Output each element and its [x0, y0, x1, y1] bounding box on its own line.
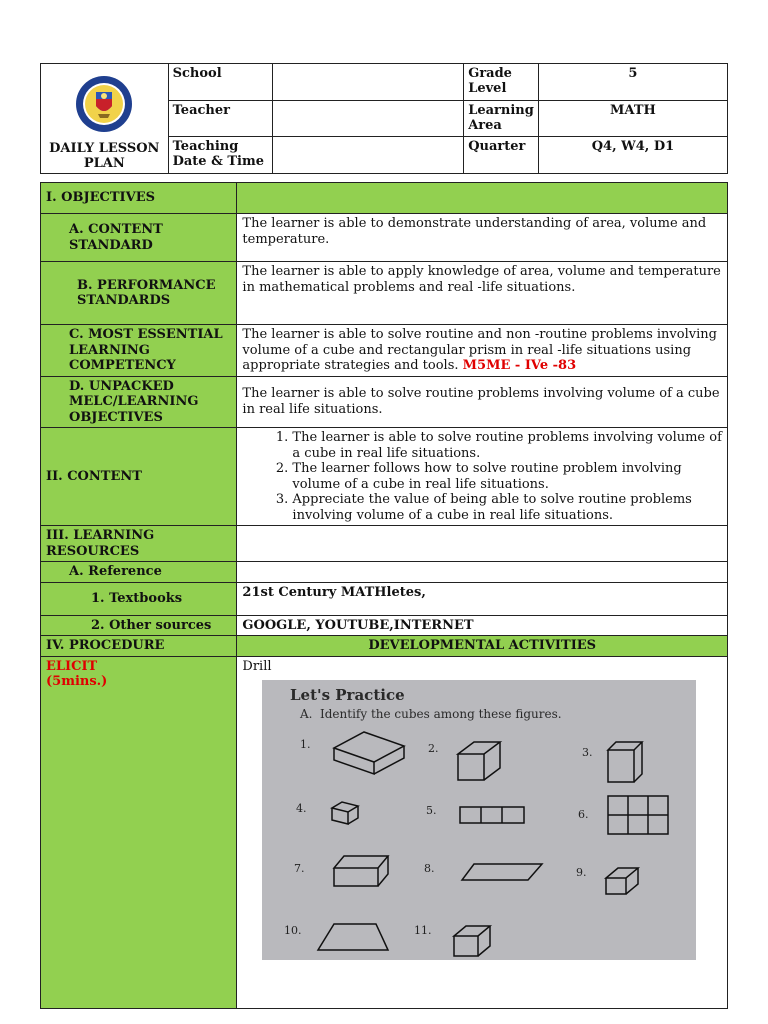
- worksheet-instruction: Identify the cubes among these figures.: [320, 707, 562, 721]
- content-label: II. CONTENT: [41, 428, 237, 526]
- procedure-label: IV. PROCEDURE: [41, 636, 237, 657]
- learning-area-label: Learning Area: [464, 100, 539, 137]
- figure-number: 1.: [300, 738, 311, 751]
- figure-number: 7.: [294, 862, 305, 875]
- drill-label: Drill: [242, 658, 272, 674]
- figure-number: 4.: [296, 802, 307, 815]
- reference-label: A. Reference: [41, 562, 237, 583]
- elicit-label: ELICIT: [46, 658, 98, 674]
- figure-number: 2.: [428, 742, 439, 755]
- unpacked-melc-text: The learner is able to solve routine problems involving volume of a cube in real life situations.: [237, 376, 728, 428]
- content-item: 2. The learner follows how to solve routine problem involving volume of a cube in real life situations.: [292, 461, 722, 492]
- figure-trapezoid: [318, 924, 388, 950]
- learning-resources-blank: [237, 526, 728, 562]
- textbooks-label: 1. Textbooks: [41, 582, 237, 615]
- quarter-label: Quarter: [464, 137, 539, 174]
- learning-resources-label: III. LEARNING RESOURCES: [41, 526, 237, 562]
- worksheet-figures: [262, 680, 696, 960]
- worksheet-letter: A.: [300, 707, 313, 721]
- figure-number: 3.: [582, 746, 593, 759]
- grade-value: 5: [538, 64, 727, 101]
- figure-number: 9.: [576, 866, 587, 879]
- header-table: [40, 63, 728, 174]
- figure-grid: [608, 796, 668, 834]
- objectives-heading: I. OBJECTIVES: [41, 183, 237, 214]
- lesson-plan-table: [40, 182, 728, 1009]
- teacher-label: Teacher: [168, 100, 273, 137]
- melc-description: The learner is able to solve routine and non -routine problems involving volume of a cube and rectangular prism in real -life situations using appropriate strategies and tools.: [242, 327, 717, 373]
- other-sources-value: GOOGLE, YOUTUBE,INTERNET: [237, 615, 728, 636]
- content-objectives: [237, 428, 728, 526]
- figure-number: 5.: [426, 804, 437, 817]
- reference-blank: [237, 562, 728, 583]
- figure-squares-row: [460, 807, 524, 823]
- figure-rectangular-prism: [334, 732, 404, 774]
- unpacked-melc-label: D. UNPACKED MELC/LEARNING OBJECTIVES: [41, 376, 237, 428]
- figure-number: 8.: [424, 862, 435, 875]
- melc-text: [237, 325, 728, 377]
- figure-number: 6.: [578, 808, 589, 821]
- textbooks-value: 21st Century MATHletes,: [237, 582, 728, 615]
- figure-number: 10.: [284, 924, 302, 937]
- elicit-activity-cell: [237, 656, 728, 1008]
- content-item: 1. The learner is able to solve routine problems involving volume of a cube in real life situations.: [292, 430, 722, 461]
- content-standard-text: The learner is able to demonstrate understanding of area, volume and temperature.: [237, 214, 728, 262]
- figure-cube: [606, 868, 638, 894]
- figure-cube: [332, 802, 358, 824]
- elicit-time: (5mins.): [46, 674, 108, 689]
- page-title: DAILY LESSON PLAN: [49, 141, 160, 171]
- school-value: [273, 64, 464, 101]
- figure-cube: [458, 742, 500, 780]
- teacher-value: [273, 100, 464, 137]
- learning-area-value: MATH: [538, 100, 727, 137]
- date-time-value: [273, 137, 464, 174]
- developmental-activities-heading: DEVELOPMENTAL ACTIVITIES: [237, 636, 728, 657]
- figure-flat-prism: [334, 856, 388, 886]
- quarter-value: Q4, W4, D1: [538, 137, 727, 174]
- worksheet-photo: [262, 680, 696, 960]
- other-sources-label: 2. Other sources: [41, 615, 237, 636]
- melc-code: M5ME - IVe -83: [462, 358, 577, 373]
- figure-parallelogram: [462, 864, 542, 880]
- content-item: 3. Appreciate the value of being able to solve routine problems involving volume of a cube in real life situations.: [292, 492, 722, 523]
- logo-cell: [41, 64, 169, 174]
- date-time-label: Teaching Date & Time: [168, 137, 273, 174]
- deped-seal-icon: [74, 74, 134, 134]
- figure-cube: [608, 742, 642, 782]
- objectives-heading-blank: [237, 183, 728, 214]
- figure-number: 11.: [414, 924, 432, 937]
- performance-standards-label: B. PERFORMANCE STANDARDS: [41, 262, 237, 325]
- content-standard-label: A. CONTENT STANDARD: [41, 214, 237, 262]
- melc-label: C. MOST ESSENTIAL LEARNING COMPETENCY: [41, 325, 237, 377]
- school-label: School: [168, 64, 273, 101]
- worksheet-title: Let's Practice: [290, 686, 406, 704]
- figure-cube: [454, 926, 490, 956]
- elicit-cell: [41, 656, 237, 1008]
- performance-standards-text: The learner is able to apply knowledge of area, volume and temperature in mathematical problems and real -life situations.: [237, 262, 728, 325]
- grade-label: Grade Level: [464, 64, 539, 101]
